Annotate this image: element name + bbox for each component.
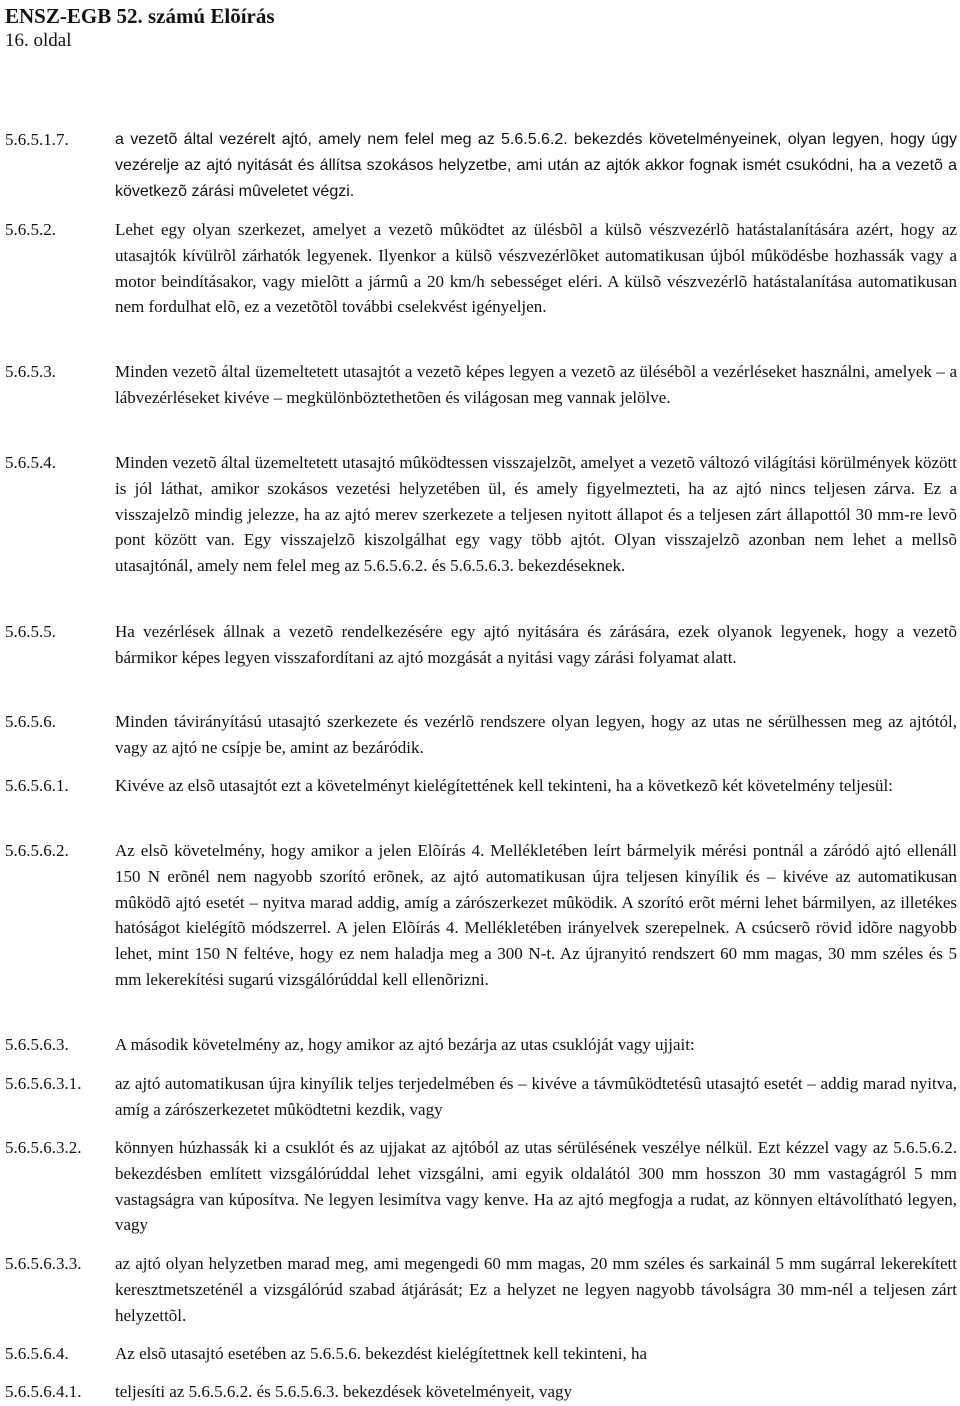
paragraph-number: 5.6.5.3. (5, 362, 56, 381)
paragraph-text: Lehet egy olyan szerkezet, amelyet a vezetõ mûködtet az ülésbõl a külsõ vészvezérlõ hatástalanítására azért, hogy az utasajtók kívülrõl zárhatók legyenek. Ilyenkor a külsõ vészvezérlõket automatikusan újból mûködésbe hozhassák vagy a motor beindításakor, vagy mielõtt a jármû a 20 km/h sebességet eléri. A külsõ vészvezérlõ hatástalanítása automatikusan nem fordulhat elõ, ez a vezetõtõl további cselekvést igényeljen. (115, 220, 957, 317)
paragraph-number: 5.6.5.4. (5, 453, 56, 472)
paragraph (5, 217, 957, 320)
paragraph-text: az ajtó olyan helyzetben marad meg, ami megengedi 60 mm magas, 20 mm széles és sarkainál 5 mm sugárral lekerekített keresztmetszeténél a vizsgálórúd szabad átjárását; Ez a helyzet ne legyen nagyobb távolságra 30 mm-nél a teljesen zárt helyzettõl. (115, 1254, 957, 1325)
paragraph-text: Minden vezetõ által üzemeltetett utasajtót a vezetõ képes legyen a vezetõ az ülésébõl a vezérléseket használni, amelyek – a lábvezérléseket kivéve – megkülönböztethetõen és világosan meg vannak jelölve. (115, 362, 957, 407)
paragraph-text: Kivéve az elsõ utasajtót ezt a követelményt kielégítettének kell tekinteni, ha a következõ két követelmény teljesül: (115, 776, 893, 795)
paragraph-number: 5.6.5.6.3.3. (5, 1254, 82, 1273)
paragraph-text: a vezetõ által vezérelt ajtó, amely nem felel meg az 5.6.5.6.2. bekezdés követelményeinek, olyan legyen, hogy úgy vezérelje az ajtó nyitását és állítsa szokásos helyzetbe, ami után az ajtók akkor fognak ismét csukódni, ha a vezetõ a következõ zárási mûveletet végzi. (115, 131, 957, 200)
paragraph-text: Minden vezetõ által üzemeltetett utasajtó mûködtessen visszajelzõt, amelyet a vezetõ változó világítási körülmények között is jól láthat, amikor szokásos vezetési helyzetében ül, és amely figyelmezteti, ha az ajtó nincs teljesen zárva. Ez a visszajelzõ mindig jelezze, ha az ajtó merev szerkezete a teljesen nyitott állapot és a teljesen zárt állapottól 30 mm-re levõ pont között van. Egy visszajelzõ kiszolgálhat egy vagy több ajtót. Olyan visszajelzõ azonban nem lehet a mellsõ utasajtónál, amely nem felel meg az 5.6.5.6.2. és 5.6.5.6.3. bekezdéseknek. (115, 453, 957, 576)
paragraph (5, 773, 957, 799)
page-header (5, 3, 275, 53)
paragraph (5, 1071, 957, 1123)
paragraph (5, 709, 957, 761)
paragraph-text: teljesíti az 5.6.5.6.2. és 5.6.5.6.3. bekezdések követelményeit, vagy (115, 1382, 572, 1401)
paragraph-text: Az elsõ utasajtó esetében az 5.6.5.6. bekezdést kielégítettnek kell tekinteni, ha (115, 1344, 648, 1363)
paragraph-text: Az elsõ követelmény, hogy amikor a jelen Elõírás 4. Mellékletében leírt bármelyik mérési pontnál a záródó ajtó ellenáll 150 N erõnél nem nagyobb szorító erõnek, az ajtó automatikusan újra teljesen kinyílik és – kivéve az automatikusan mûködõ ajtó esetét – nyitva marad addig, amíg a zárószerkezet mûködik. A szorító erõt mérni lehet bármilyen, az illetékes hatóságot kielégítõ módszerrel. A jelen Elõírás 4. Mellékletében irányelvek szerepelnek. A csúcserõ rövid idõre nagyobb lehet, mint 150 N feltéve, hogy ez nem haladja meg a 300 N-t. Az újranyitó rendszert 60 mm magas, 30 mm széles és 5 mm lekerekítési sugarú vizsgálórúddal kell ellenõrizni. (115, 841, 957, 989)
paragraph-number: 5.6.5.1.7. (5, 130, 69, 149)
paragraph-number: 5.6.5.6.4.1. (5, 1382, 82, 1401)
paragraph (5, 359, 957, 411)
paragraph (5, 838, 957, 993)
page-number: 16. oldal (5, 30, 72, 51)
paragraph-number: 5.6.5.6. (5, 712, 56, 731)
paragraph (5, 450, 957, 579)
paragraph (5, 1379, 957, 1405)
paragraph-number: 5.6.5.5. (5, 622, 56, 641)
paragraph-text: A második követelmény az, hogy amikor az ajtó bezárja az utas csuklóját vagy ujjait: (115, 1035, 695, 1054)
paragraph (5, 1251, 957, 1328)
paragraph-number: 5.6.5.6.3.2. (5, 1138, 82, 1157)
paragraph-number: 5.6.5.6.4. (5, 1344, 69, 1363)
regulation-title: ENSZ-EGB 52. számú Elõírás (5, 4, 275, 28)
paragraph-number: 5.6.5.6.3.1. (5, 1074, 82, 1093)
paragraph (5, 619, 957, 671)
paragraph-number: 5.6.5.6.2. (5, 841, 69, 860)
paragraph-text: az ajtó automatikusan újra kinyílik teljes terjedelmében és – kivéve a távmûködtetésû utasajtó esetét – addig marad nyitva, amíg a zárószerkezetet mûködtetni kezdik, vagy (115, 1074, 957, 1119)
paragraph-number: 5.6.5.2. (5, 220, 56, 239)
paragraph-text: Ha vezérlések állnak a vezetõ rendelkezésére egy ajtó nyitására és zárására, ezek olyanok legyenek, hogy a vezetõ bármikor képes legyen visszafordítani az ajtó mozgását a nyitási vagy zárási folyamat alatt. (115, 622, 957, 667)
paragraph-number: 5.6.5.6.1. (5, 776, 69, 795)
paragraph-text: Minden távirányítású utasajtó szerkezete és vezérlõ rendszere olyan legyen, hogy az utas ne sérülhessen meg az ajtótól, vagy az ajtó ne csípje be, amint az bezáródik. (115, 712, 957, 757)
paragraph (5, 1032, 957, 1058)
paragraph (5, 127, 957, 204)
paragraph-number: 5.6.5.6.3. (5, 1035, 69, 1054)
paragraph (5, 1341, 957, 1367)
paragraph (5, 1135, 957, 1238)
paragraph-text: könnyen húzhassák ki a csuklót és az ujjakat az ajtóból az utas sérülésének veszélye nélkül. Ezt kézzel vagy az 5.6.5.6.2. bekezdésben említett vizsgálórúddal lehet vizsgálni, ami egyik oldalától 300 mm hosszon 30 mm vastagágról 5 mm vastagságra van kúposítva. Ne legyen lesimítva vagy kenve. Ha az ajtó megfogja a rudat, az könnyen eltávolítható legyen, vagy (115, 1138, 957, 1235)
